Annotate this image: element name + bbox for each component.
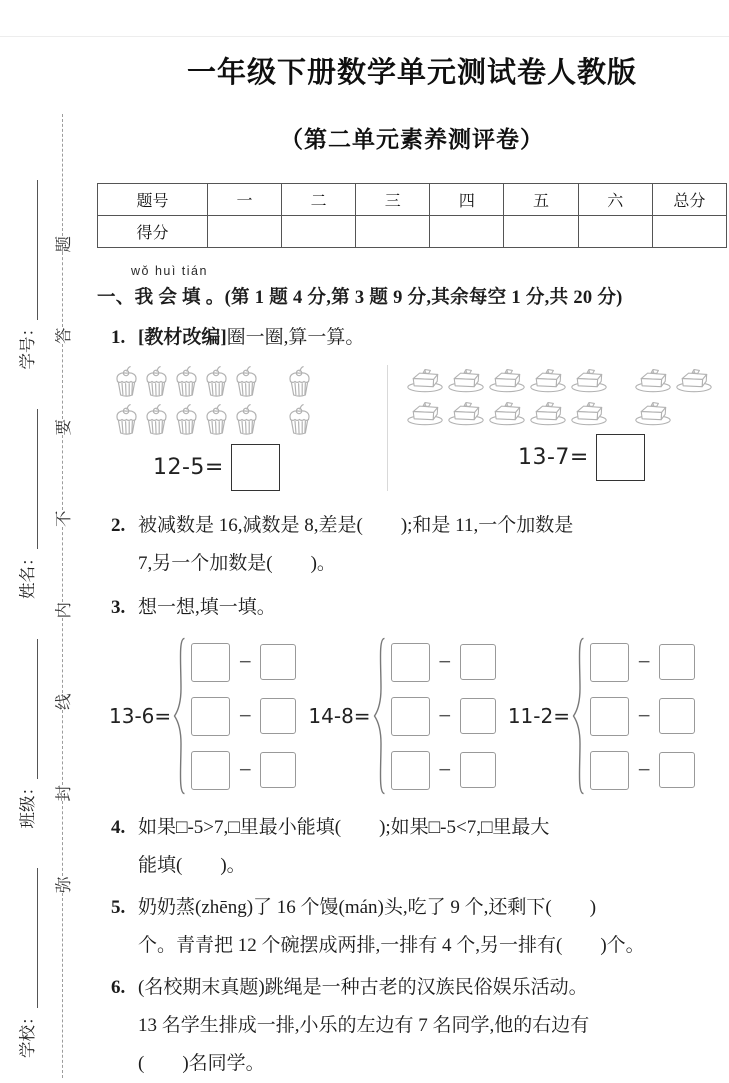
question-2-line: 被减数是 16,减数是 8,差是( );和是 11,一个加数是 <box>138 515 574 536</box>
question-1-number: 1. <box>111 327 126 348</box>
question-1-tag: [教材改编] <box>138 327 227 348</box>
field-label: 班级： <box>19 779 37 829</box>
minus-sign: − <box>636 706 652 726</box>
q1-left-equation-row <box>153 444 381 491</box>
question-6 <box>111 969 727 1083</box>
answer-box[interactable] <box>391 643 430 682</box>
question-5-line: 奶奶蒸(zhēng)了 16 个馒(mán)头,吃了 9 个,还剩下( ) <box>138 897 597 918</box>
seal-dash-line <box>62 619 63 694</box>
cake-icon <box>570 398 608 426</box>
page-title: 一年级下册数学单元测试卷人教版 <box>186 57 637 89</box>
q3-equation-label: 13-6= <box>109 704 172 728</box>
question-4-line: 如果□-5>7,□里最小能填( );如果□-5<7,□里最大 <box>138 817 550 838</box>
q3-row <box>191 697 296 736</box>
q3-row <box>391 643 496 682</box>
seal-dash-line <box>62 710 63 785</box>
score-col-header: 四 <box>430 184 504 216</box>
question-1 <box>111 319 727 357</box>
brace-icon <box>173 637 186 795</box>
pinyin-annotation: wǒ huì tián <box>131 264 208 278</box>
field-blank-line[interactable] <box>19 869 38 1009</box>
q3-equation-label: 14-8= <box>308 704 371 728</box>
question-6-line: (名校期末真题)跳绳是一种古老的汉族民俗娱乐活动。 <box>138 977 588 998</box>
question-3 <box>111 589 727 627</box>
q3-rows <box>590 643 695 790</box>
answer-box[interactable] <box>659 698 695 734</box>
cupcake-icon <box>203 403 230 436</box>
answer-box[interactable] <box>659 752 695 788</box>
brace-icon <box>572 637 585 795</box>
score-table-score-row <box>98 216 727 248</box>
q3-rows <box>191 643 296 790</box>
question-2-line: 7,另一个加数是( )。 <box>138 553 336 574</box>
question-5-line: 个。青青把 12 个碗摆成两排,一排有 4 个,另一排有( )个。 <box>138 935 645 956</box>
seal-text-char: 线 <box>54 693 73 710</box>
seal-dash-line <box>62 802 63 877</box>
cupcake-icon <box>113 403 140 436</box>
question-6-line: ( )名同学。 <box>138 1053 265 1074</box>
question-3-number: 3. <box>111 597 126 618</box>
food-row <box>406 398 727 426</box>
q1-picture-area <box>97 365 727 491</box>
answer-box[interactable] <box>391 751 430 790</box>
seal-text-char: 不 <box>54 510 73 527</box>
q1-right-equation: 13-7= <box>518 445 589 470</box>
cake-icon <box>675 365 713 393</box>
seal-text-char: 封 <box>54 785 73 802</box>
seal-dash-line <box>62 527 63 602</box>
q3-row <box>590 751 695 790</box>
seal-dash-line <box>62 114 63 236</box>
q1-right-equation-row <box>518 434 727 481</box>
seal-dash-line <box>62 253 63 328</box>
q3-group <box>508 637 695 795</box>
field-label: 姓名： <box>19 549 37 599</box>
question-4 <box>111 809 727 885</box>
cake-icon <box>529 398 567 426</box>
minus-sign: − <box>238 706 253 726</box>
score-col-header: 三 <box>356 184 430 216</box>
q3-group <box>308 637 495 795</box>
q1-right-panel <box>387 365 727 491</box>
seal-line <box>50 114 74 1078</box>
answer-box[interactable] <box>191 643 230 682</box>
question-2 <box>111 507 727 583</box>
answer-box[interactable] <box>260 752 296 788</box>
question-4-number: 4. <box>111 817 126 838</box>
section-1-title: 一、我 会 填 。(第 1 题 4 分,第 3 题 9 分,其余每空 1 分,共 20 分) <box>97 288 623 308</box>
answer-box[interactable] <box>590 751 629 790</box>
margin-field <box>14 869 38 1059</box>
q3-row <box>191 643 296 682</box>
score-col-header: 一 <box>207 184 281 216</box>
score-row-label: 得分 <box>98 216 208 248</box>
cupcake-icon <box>143 403 170 436</box>
minus-sign: − <box>636 652 652 672</box>
seal-text-char: 答 <box>54 327 73 344</box>
cupcake-icon <box>233 365 260 398</box>
cake-icon <box>447 365 485 393</box>
page-subtitle: （第二单元素养测评卷） <box>280 126 544 152</box>
q3-row <box>191 751 296 790</box>
seal-text-char: 弥 <box>54 876 73 893</box>
question-5-number: 5. <box>111 897 126 918</box>
score-input-cell[interactable] <box>578 216 652 248</box>
minus-sign: − <box>437 652 452 672</box>
question-1-prompt: 圈一圈,算一算。 <box>226 327 365 348</box>
q3-row <box>391 697 496 736</box>
score-input-cell[interactable] <box>282 216 356 248</box>
answer-box[interactable] <box>191 751 230 790</box>
cake-icon <box>570 365 608 393</box>
margin-fields-line <box>12 106 38 1058</box>
cupcake-icon <box>286 403 313 436</box>
answer-box[interactable] <box>231 444 280 491</box>
q3-diagram <box>109 637 727 795</box>
field-blank-line[interactable] <box>19 639 38 779</box>
cupcake-icon <box>173 365 200 398</box>
score-col-header: 二 <box>282 184 356 216</box>
answer-box[interactable] <box>191 697 230 736</box>
section-1-heading <box>97 264 727 309</box>
food-row <box>113 403 381 436</box>
answer-box[interactable] <box>260 698 296 734</box>
question-5 <box>111 889 727 965</box>
seal-dash-line <box>62 436 63 511</box>
minus-sign: − <box>238 652 253 672</box>
cake-icon <box>529 365 567 393</box>
field-label: 学号： <box>19 320 37 370</box>
minus-sign: − <box>437 706 452 726</box>
q1-cupcake-rows <box>113 365 381 436</box>
cupcake-icon <box>173 403 200 436</box>
q1-cake-rows <box>406 365 727 426</box>
q3-row <box>391 751 496 790</box>
field-blank-line[interactable] <box>19 410 38 550</box>
answer-box[interactable] <box>590 697 629 736</box>
question-2-number: 2. <box>111 515 126 536</box>
cupcake-icon <box>203 365 230 398</box>
margin-field <box>14 639 38 829</box>
cake-icon <box>406 365 444 393</box>
q3-row <box>590 643 695 682</box>
answer-box[interactable] <box>460 698 496 734</box>
score-input-cell[interactable] <box>207 216 281 248</box>
food-row <box>113 365 381 398</box>
margin-field <box>14 410 38 600</box>
q3-rows <box>391 643 496 790</box>
cake-icon <box>634 398 672 426</box>
brace-icon <box>373 637 386 795</box>
cupcake-icon <box>143 365 170 398</box>
food-row <box>406 365 727 393</box>
answer-box[interactable] <box>260 644 296 680</box>
margin-field <box>14 180 38 370</box>
score-input-cell[interactable] <box>504 216 578 248</box>
score-input-cell[interactable] <box>652 216 726 248</box>
score-col-header: 总分 <box>652 184 726 216</box>
cupcake-icon <box>113 365 140 398</box>
score-table-header-row <box>98 184 727 216</box>
question-6-number: 6. <box>111 977 126 998</box>
question-6-line: 13 名学生排成一排,小乐的左边有 7 名同学,他的右边有 <box>138 1015 590 1036</box>
q1-left-equation: 12-5= <box>153 455 224 480</box>
seal-text-char: 内 <box>54 602 73 619</box>
score-col-header: 五 <box>504 184 578 216</box>
answer-box[interactable] <box>391 697 430 736</box>
q3-equation-label: 11-2= <box>507 704 570 728</box>
paper-content <box>97 0 727 1083</box>
cake-icon <box>406 398 444 426</box>
answer-box[interactable] <box>590 643 629 682</box>
score-corner-label: 题号 <box>98 184 208 216</box>
answer-box[interactable] <box>596 434 645 481</box>
score-input-cell[interactable] <box>430 216 504 248</box>
question-4-line: 能填( )。 <box>138 855 246 876</box>
minus-sign: − <box>238 760 253 780</box>
answer-box[interactable] <box>460 752 496 788</box>
seal-dash-line <box>62 893 63 1078</box>
score-input-cell[interactable] <box>356 216 430 248</box>
question-3-prompt: 想一想,填一填。 <box>138 597 276 618</box>
cake-icon <box>488 365 526 393</box>
seal-text-char: 要 <box>54 419 73 436</box>
cupcake-icon <box>233 403 260 436</box>
cupcake-icon <box>286 365 313 398</box>
minus-sign: − <box>636 760 652 780</box>
field-label: 学校： <box>19 1008 37 1058</box>
answer-box[interactable] <box>659 644 695 680</box>
seal-text-char: 题 <box>54 236 73 253</box>
score-col-header: 六 <box>578 184 652 216</box>
minus-sign: − <box>437 760 452 780</box>
field-blank-line[interactable] <box>19 180 38 320</box>
q3-group <box>109 637 296 795</box>
seal-dash-line <box>62 344 63 419</box>
q3-row <box>590 697 695 736</box>
q1-left-panel <box>97 365 381 491</box>
cake-icon <box>447 398 485 426</box>
answer-box[interactable] <box>460 644 496 680</box>
score-table <box>97 183 727 248</box>
cake-icon <box>634 365 672 393</box>
cake-icon <box>488 398 526 426</box>
